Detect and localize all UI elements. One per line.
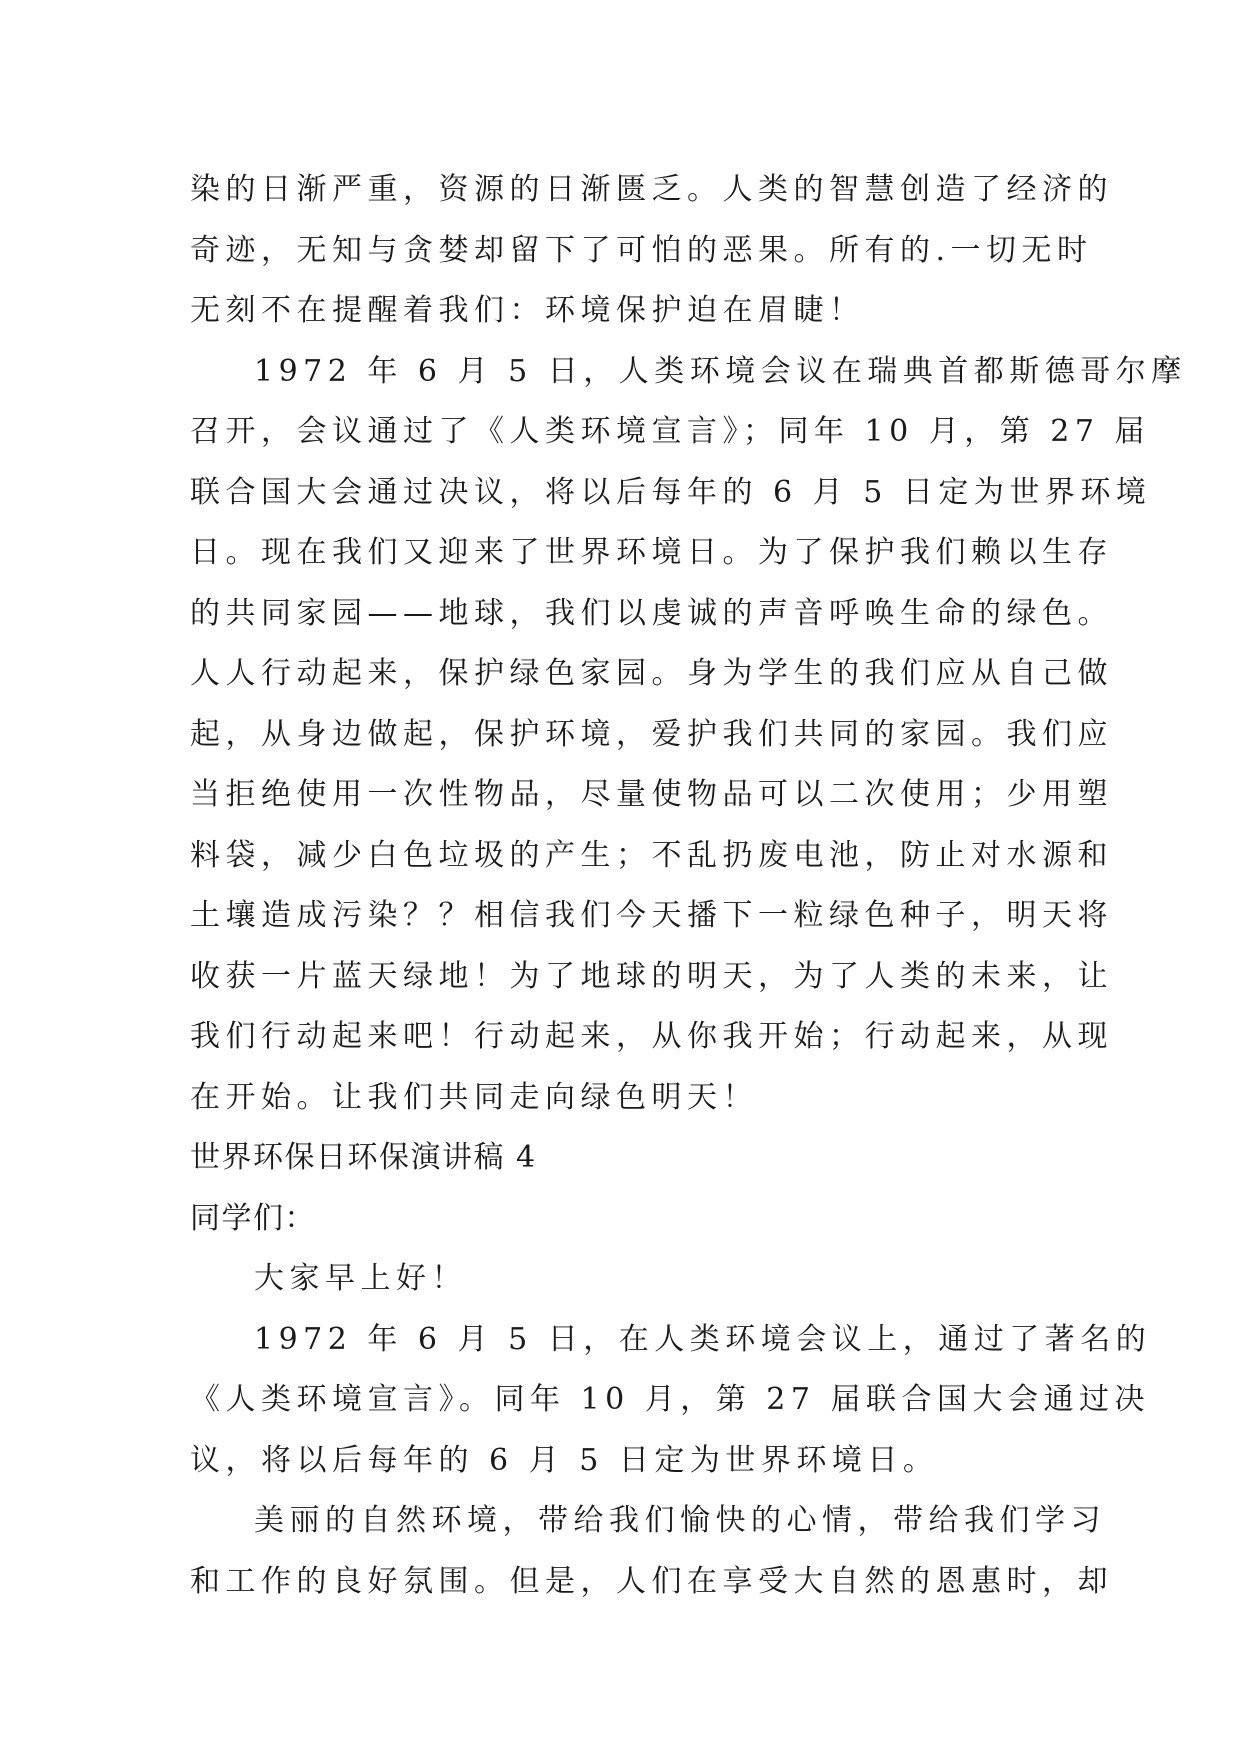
text-line: 和工作的良好氛围。但是，人们在享受大自然的恩惠时，却 [190,1563,1113,1599]
text-line: 人人行动起来，保护绿色家园。身为学生的我们应从自己做 [190,656,1113,691]
paragraph-start-line: 1972 年 6 月 5 日，人类环境会议在瑞典首都斯德哥尔摩 [254,353,1187,389]
text-line: 料袋，减少白色垃圾的产生；不乱扔废电池，防止对水源和 [190,837,1113,873]
section-heading: 世界环保日环保演讲稿 4 [190,1140,537,1175]
text-line: 土壤造成污染？？相信我们今天播下一粒绿色种子，明天将 [190,898,1113,933]
text-line: 召开，会议通过了《人类环境宣言》；同年 10 月，第 27 届 [190,414,1150,449]
text-line: 联合国大会通过决议，将以后每年的 6 月 5 日定为世界环境 [190,474,1152,510]
text-line: 染的日渐严重，资源的日渐匮乏。人类的智慧创造了经济的 [190,172,1113,207]
document-body [190,160,1187,1612]
text-line: 无刻不在提醒着我们：环境保护迫在眉睫！ [190,293,865,328]
text-line: 当拒绝使用一次性物品，尽量使物品可以二次使用；少用塑 [190,777,1113,812]
text-line: 日。现在我们又迎来了世界环境日。为了保护我们赖以生存 [190,535,1113,570]
text-line: 起，从身边做起，保护环境，爱护我们共同的家园。我们应 [190,716,1113,752]
text-line: 的共同家园——地球，我们以虔诚的声音呼唤生命的绿色。 [190,595,1113,631]
salutation: 同学们： [190,1200,316,1236]
text-line: 奇迹，无知与贪婪却留下了可怕的恶果。所有的.一切无时 [190,232,1093,268]
greeting-line: 大家早上好！ [254,1261,467,1296]
paragraph-start-line: 美丽的自然环境，带给我们愉快的心情，带给我们学习 [254,1503,1106,1538]
text-line: 《人类环境宣言》。同年 10 月，第 27 届联合国大会通过决 [190,1382,1150,1417]
text-line: 我们行动起来吧！行动起来，从你我开始；行动起来，从现 [190,1019,1113,1054]
text-line: 收获一片蓝天绿地！为了地球的明天，为了人类的未来，让 [190,958,1113,994]
text-line: 议，将以后每年的 6 月 5 日定为世界环境日。 [190,1442,939,1478]
text-line: 在开始。让我们共同走向绿色明天！ [190,1079,758,1115]
paragraph-start-line: 1972 年 6 月 5 日，在人类环境会议上，通过了著名的 [254,1321,1152,1357]
